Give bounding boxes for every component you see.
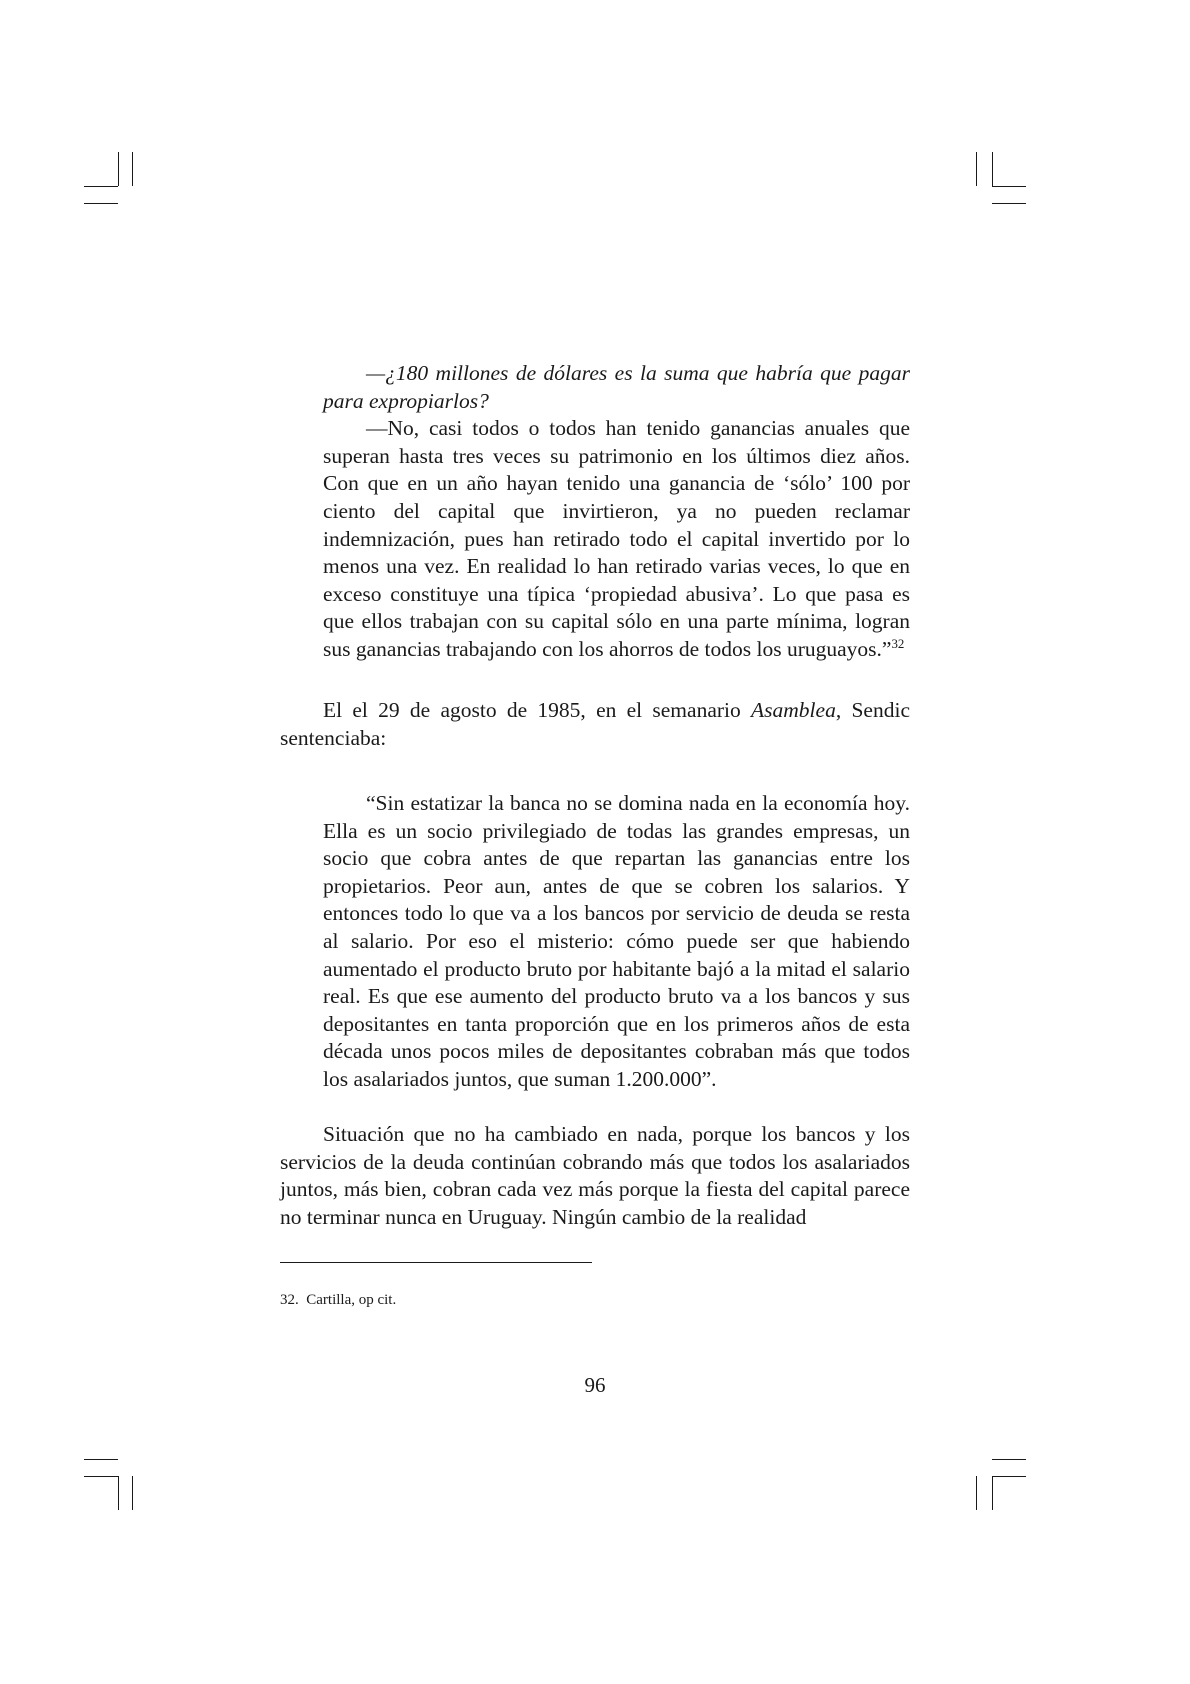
crop-mark-bottom-right-vertical-bleed: [976, 1476, 977, 1510]
crop-mark-top-left-horizontal: [84, 186, 118, 187]
crop-mark-top-left-vertical-bleed: [132, 152, 133, 186]
crop-mark-bottom-right-horizontal: [992, 1476, 1026, 1477]
crop-mark-bottom-left-bleed: [84, 1459, 118, 1460]
crop-mark-top-right-bleed: [992, 203, 1026, 204]
page-number: 96: [584, 1373, 606, 1397]
intro-text-before: El el 29 de agosto de 1985, en el semanario: [323, 698, 752, 722]
footnote: [280, 1292, 396, 1309]
crop-mark-top-left-bleed: [84, 203, 118, 204]
interview-answer-text: —No, casi todos o todos han tenido ganancias anuales que superan hasta tres veces su patrimonio en los últimos diez años. Con que en un año hayan tenido una ganancia de ‘sólo’ 100 por ciento del capital que invirtieron, ya no pueden reclamar indemnización, pues han retirado todo el capital invertido por lo menos una vez. En realidad lo han retirado varias veces, lo que en exceso constituye una típica ‘propiedad abusiva’. Lo que pasa es que ellos trabajan con su capital sólo en una parte mínima, logran sus ganancias trabajando con los ahorros de todos los uruguayos.”: [323, 416, 910, 661]
crop-mark-bottom-left-horizontal: [84, 1476, 118, 1477]
footnote-reference: 32: [891, 636, 905, 651]
footnote-number: 32.: [280, 1292, 299, 1308]
crop-mark-bottom-right-bleed: [992, 1459, 1026, 1460]
intro-text-after: , Sendic sentenciaba:: [280, 698, 910, 750]
intro-paragraph: [280, 697, 910, 752]
sendic-quote-text: “Sin estatizar la banca no se domina nada en la economía hoy. Ella es un socio privilegiado de todas las grandes empresas, un socio que cobra antes de que repartan las ganancias entre los propietarios. Peor aun, antes de que se cobren los salarios. Y entonces todo lo que va a los bancos por servicio de deuda se resta al salario. Por eso el misterio: cómo puede ser que habiendo aumentado el producto bruto por habitante bajó a la mitad el salario real. Es que ese aumento del producto bruto va a los bancos y sus depositantes en tanta proporción que en los primeros años de esta década unos pocos miles de depositantes cobraban más que todos los asalariados juntos, que suman 1.200.000”.: [323, 791, 910, 1091]
closing-paragraph: [280, 1121, 910, 1231]
footnote-text: Cartilla, op cit.: [306, 1292, 397, 1308]
publication-name: Asamblea: [751, 698, 836, 722]
interview-answer: [323, 415, 910, 663]
crop-mark-top-right-vertical-bleed: [976, 152, 977, 186]
crop-mark-top-right-vertical: [992, 152, 993, 186]
crop-mark-top-right-horizontal: [992, 186, 1026, 187]
closing-paragraph-text: Situación que no ha cambiado en nada, porque los bancos y los servicios de la deuda continúan cobrando más que todos los asalariados juntos, más bien, cobran cada vez más porque la fiesta del capital parece no terminar nunca en Uruguay. Ningún cambio de la realidad: [280, 1122, 910, 1229]
crop-mark-bottom-left-vertical-bleed: [132, 1476, 133, 1510]
footnote-rule: [280, 1262, 592, 1263]
crop-mark-bottom-right-vertical: [992, 1476, 993, 1510]
interview-question: —¿180 millones de dólares es la suma que habría que pagar para expropiarlos?: [323, 361, 910, 413]
sendic-quote: [323, 790, 910, 1094]
interview-quote: [323, 360, 910, 664]
crop-mark-top-left-vertical: [118, 152, 119, 186]
crop-mark-bottom-left-vertical: [118, 1476, 119, 1510]
